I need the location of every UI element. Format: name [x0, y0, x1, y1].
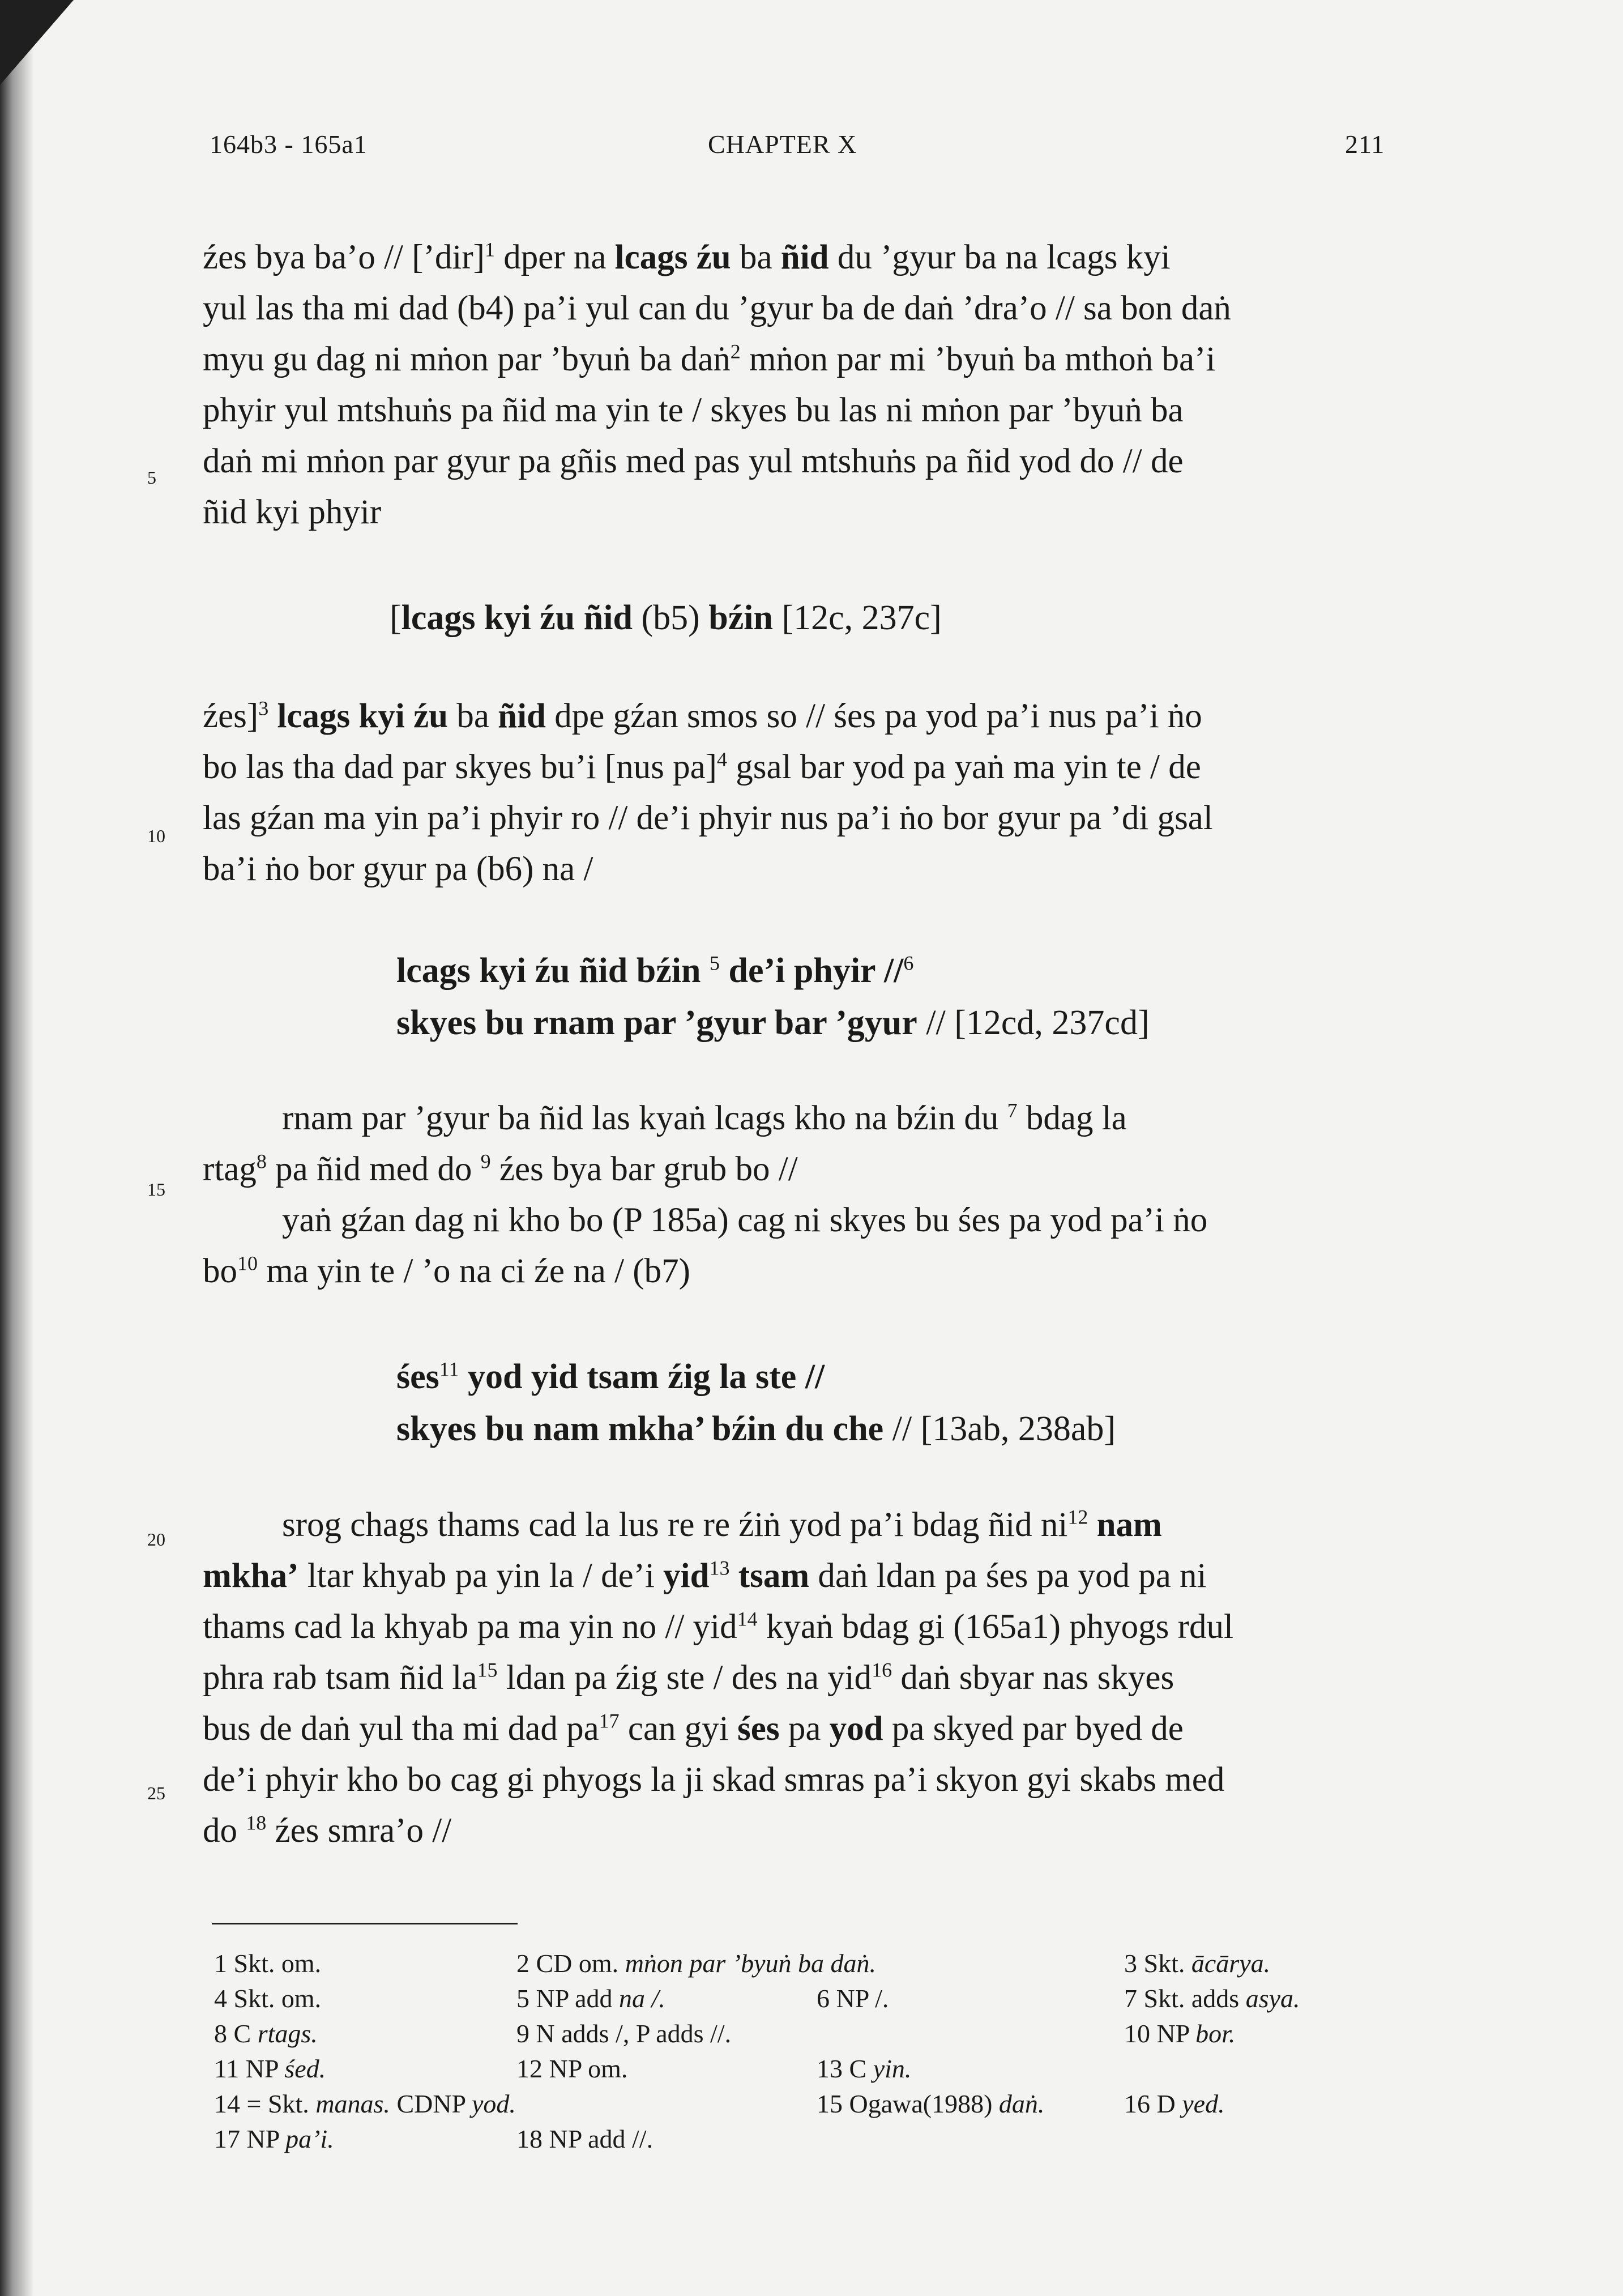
- header-chapter-title: CHAPTER X: [708, 130, 857, 159]
- header-folio-range: 164b3 - 165a1: [210, 130, 368, 159]
- text-line: $bo^{10}$ ma yin te / ’o na ci źe na / (b7): [203, 1252, 690, 1290]
- footnote: 15 Ogawa(1988) daṅ.: [817, 2089, 1045, 2118]
- footnote-rule: [212, 1923, 518, 1924]
- text-line: bus de daṅ yul tha mi dad $pa^{17}$ can gyi śes pa yod pa skyed par byed de: [203, 1709, 1184, 1748]
- footnote: 14 = Skt. manas. CDNP yod.: [214, 2089, 516, 2118]
- text-line: srog chags thams cad la lus re re źiṅ yod pa’i bdag ñid $ni^{12}$ nam: [282, 1505, 1162, 1544]
- footnote: 11 NP śed.: [214, 2054, 326, 2083]
- text-line: rtag$^8$ pa ñid med do $^9$ źes bya bar grub bo //: [203, 1150, 798, 1188]
- paragraph-5: [203, 1500, 1409, 1857]
- header-page-number: 211: [1345, 130, 1385, 159]
- text-line: de’i phyir kho bo cag gi phyogs la ji skad smras pa’i skyon gyi skabs med: [203, 1761, 1225, 1799]
- text-line: myu gu dag ni mṅon par ’byuṅ ba daṅ$^2$ mṅon par mi ’byuṅ ba mthoṅ ba’i: [203, 340, 1216, 378]
- text-line: las gźan ma yin pa’i phyir ro // de’i phyir nus pa’i ṅo bor gyur pa ’di gsal: [203, 799, 1213, 837]
- text-line: bo las tha dad par skyes bu’i [nus pa]$^4$ gsal bar yod pa yaṅ ma yin te / de: [203, 748, 1201, 786]
- line-number: 10: [147, 826, 165, 846]
- text-line: źes bya ba’o // [’dir]$^1$ dper na lcags źu ba ñid du ’gyur ba na lcags kyi: [203, 238, 1171, 276]
- line-number: 5: [147, 467, 156, 488]
- text-line: thams cad la khyab pa ma yin no // yid$^{14}$ kyaṅ bdag gi (165a1) phyogs rdul: [203, 1607, 1233, 1646]
- text-line: yul las tha mi dad (b4) pa’i yul can du ’gyur ba de daṅ ’dra’o // sa bon daṅ: [203, 289, 1231, 327]
- paragraph-2: [203, 691, 1409, 895]
- text-line: ba’i ṅo bor gyur pa (b6) na /: [203, 850, 593, 888]
- paragraph-1: [203, 232, 1409, 538]
- line-number: 20: [147, 1529, 165, 1550]
- text-line: źes]$^3$ lcags kyi źu ba ñid dpe gźan smos so // śes pa yod pa’i nus pa’i ṅo: [203, 697, 1202, 735]
- scan-corner-shadow: [0, 0, 74, 85]
- footnote: 16 D yed.: [1124, 2089, 1225, 2118]
- paragraph-3: [203, 1093, 1409, 1297]
- text-line: daṅ mi mṅon par gyur pa gñis med pas yul mtshuṅs pa ñid yod do // de: [203, 442, 1184, 480]
- text-line: do $^{18}$ źes smra’o //: [203, 1811, 452, 1850]
- book-binding-shadow: [0, 0, 34, 2296]
- text-line: mkha’ ltar khyab pa yin la / de’i yid$^{13}$ tsam daṅ ldan pa śes pa yod pa ni: [203, 1556, 1207, 1595]
- footnote: 13 C yin.: [817, 2054, 912, 2083]
- line-number: 25: [147, 1783, 165, 1803]
- text-line: phra rab tsam ñid $la^{15}$ ldan pa źig ste / des na yid$^{16}$ daṅ sbyar nas skyes: [203, 1658, 1174, 1697]
- footnote: 6 NP /.: [817, 1984, 889, 2013]
- text-line: phyir yul mtshuṅs pa ñid ma yin te / skyes bu las ni mṅon par ’byuṅ ba: [203, 391, 1184, 429]
- footnote: 8 C rtags.: [214, 2019, 318, 2048]
- footnote: 12 NP om.: [516, 2054, 628, 2083]
- footnote: 9 N adds /, P adds //.: [516, 2019, 732, 2048]
- verse-3: śes$^{11}$ yod yid tsam źig la ste // skyes bu nam mkha’ bźin du che // [13ab, 238ab]: [396, 1358, 1116, 1448]
- text-line: yaṅ gźan dag ni kho bo (P 185a) cag ni skyes bu śes pa yod pa’i ṅo: [282, 1201, 1208, 1239]
- line-number: 15: [147, 1179, 165, 1200]
- text-line: ñid kyi phyir: [203, 493, 382, 531]
- footnote: 3 Skt. ācārya.: [1124, 1949, 1271, 1978]
- verse-2: lcags kyi źu ñid bźin $^5$ de’i phyir //$^6$ skyes bu rnam par ’gyur bar ’gyur // [12cd, 237cd]: [396, 951, 1150, 1042]
- footnote: 18 NP add //.: [516, 2124, 654, 2153]
- footnote: 7 Skt. adds asya.: [1124, 1984, 1300, 2013]
- footnote: 4 Skt. om.: [214, 1984, 322, 2013]
- footnote: 17 NP pa’i.: [214, 2124, 334, 2153]
- footnote: 1 Skt. om.: [214, 1949, 322, 1978]
- footnote: 2 CD om. mṅon par ’byuṅ ba daṅ.: [516, 1949, 877, 1978]
- footnote: 10 NP bor.: [1124, 2019, 1236, 2048]
- footnote: 5 NP add na /.: [516, 1984, 665, 2013]
- text-line: rnam par ’gyur ba ñid las kyaṅ lcags kho na bźin du $^7$ bdag la: [282, 1099, 1127, 1137]
- verse-1: [lcags kyi źu ñid (b5) bźin [12c, 237c]: [390, 599, 942, 637]
